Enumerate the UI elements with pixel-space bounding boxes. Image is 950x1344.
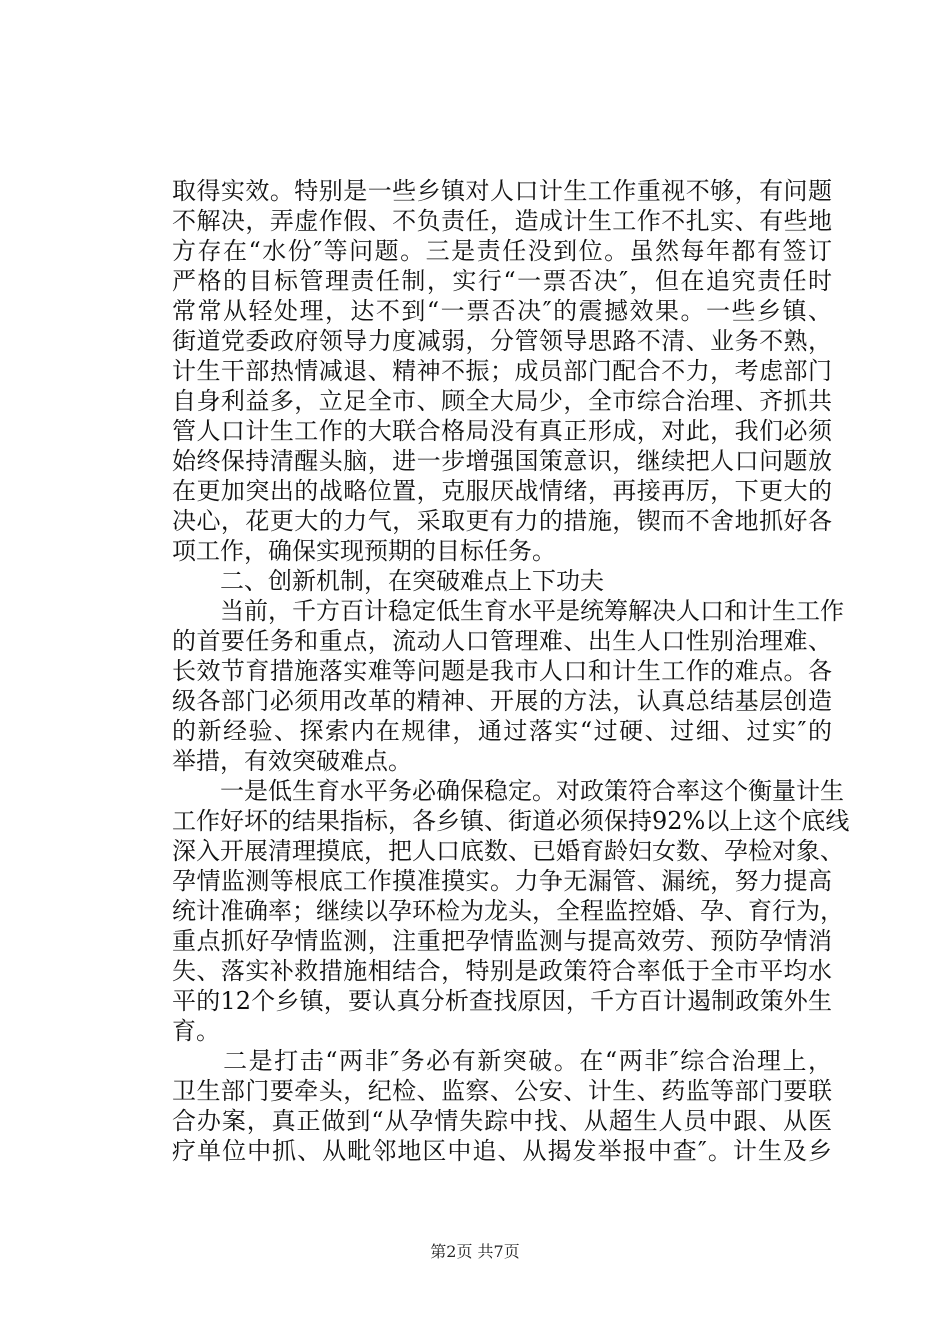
page-footer bbox=[0, 1242, 950, 1262]
text-line: 项工作，确保实现预期的目标任务。 bbox=[172, 537, 556, 565]
section-heading: 二、创新机制，在突破难点上下功夫 bbox=[172, 567, 604, 595]
text-line: 当前，千方百计稳定低生育水平是统筹解决人口和计生工作 bbox=[172, 597, 844, 625]
text-line: 疗单位中抓、从毗邻地区中追、从揭发举报中查″。计生及乡 bbox=[172, 1137, 832, 1165]
text-line: 失、落实补救措施相结合，特别是政策符合率低于全市平均水 bbox=[172, 957, 832, 985]
text-line: 决心，花更大的力气，采取更有力的措施，锲而不舍地抓好各 bbox=[172, 507, 832, 535]
text-line: 二是打击“两非″务必有新突破。在“两非″综合治理上， bbox=[172, 1047, 832, 1075]
text-line: 举措，有效突破难点。 bbox=[172, 747, 412, 775]
text-line: 孕情监测等根底工作摸准摸实。力争无漏管、漏统，努力提高 bbox=[172, 867, 832, 895]
text-line: 长效节育措施落实难等问题是我市人口和计生工作的难点。各 bbox=[172, 657, 832, 685]
text-line: 级各部门必须用改革的精神、开展的方法，认真总结基层创造 bbox=[172, 687, 832, 715]
text-line: 统计准确率；继续以孕环检为龙头，全程监控婚、孕、育行为， bbox=[172, 897, 844, 925]
text-line: 育。 bbox=[172, 1017, 220, 1045]
text-line: 取得实效。特别是一些乡镇对人口计生工作重视不够，有问题 bbox=[172, 177, 832, 205]
text-line: 重点抓好孕情监测，注重把孕情监测与提高效劳、预防孕情消 bbox=[172, 927, 832, 955]
page-number: 第2页 共7页 bbox=[430, 1242, 520, 1261]
body-text bbox=[172, 176, 850, 1166]
text-line: 街道党委政府领导力度减弱，分管领导思路不清、业务不熟， bbox=[172, 327, 832, 355]
text-line: 始终保持清醒头脑，进一步增强国策意识，继续把人口问题放 bbox=[172, 447, 832, 475]
text-line: 方存在“水份″等问题。三是责任没到位。虽然每年都有签订 bbox=[172, 237, 832, 265]
text-line: 在更加突出的战略位置，克服厌战情绪，再接再厉，下更大的 bbox=[172, 477, 832, 505]
text-line: 常常从轻处理，达不到“一票否决″的震撼效果。一些乡镇、 bbox=[172, 297, 832, 325]
text-line: 的首要任务和重点，流动人口管理难、出生人口性别治理难、 bbox=[172, 627, 832, 655]
text-line: 的新经验、探索内在规律，通过落实“过硬、过细、过实″的 bbox=[172, 717, 832, 745]
text-line: 工作好坏的结果指标，各乡镇、街道必须保持92%以上这个底线 bbox=[172, 807, 850, 835]
text-line: 不解决，弄虚作假、不负责任，造成计生工作不扎实、有些地 bbox=[172, 207, 832, 235]
text-line: 计生干部热情减退、精神不振；成员部门配合不力，考虑部门 bbox=[172, 357, 832, 385]
text-line: 一是低生育水平务必确保稳定。对政策符合率这个衡量计生 bbox=[172, 777, 844, 805]
text-line: 卫生部门要牵头，纪检、监察、公安、计生、药监等部门要联 bbox=[172, 1077, 832, 1105]
text-line: 平的12个乡镇，要认真分析查找原因，千方百计遏制政策外生 bbox=[172, 987, 832, 1015]
text-line: 严格的目标管理责任制，实行“一票否决″，但在追究责任时 bbox=[172, 267, 832, 295]
text-line: 管人口计生工作的大联合格局没有真正形成，对此，我们必须 bbox=[172, 417, 832, 445]
text-line: 合办案，真正做到“从孕情失踪中找、从超生人员中跟、从医 bbox=[172, 1107, 832, 1135]
text-line: 深入开展清理摸底，把人口底数、已婚育龄妇女数、孕检对象、 bbox=[172, 837, 844, 865]
text-line: 自身利益多，立足全市、顾全大局少，全市综合治理、齐抓共 bbox=[172, 387, 832, 415]
